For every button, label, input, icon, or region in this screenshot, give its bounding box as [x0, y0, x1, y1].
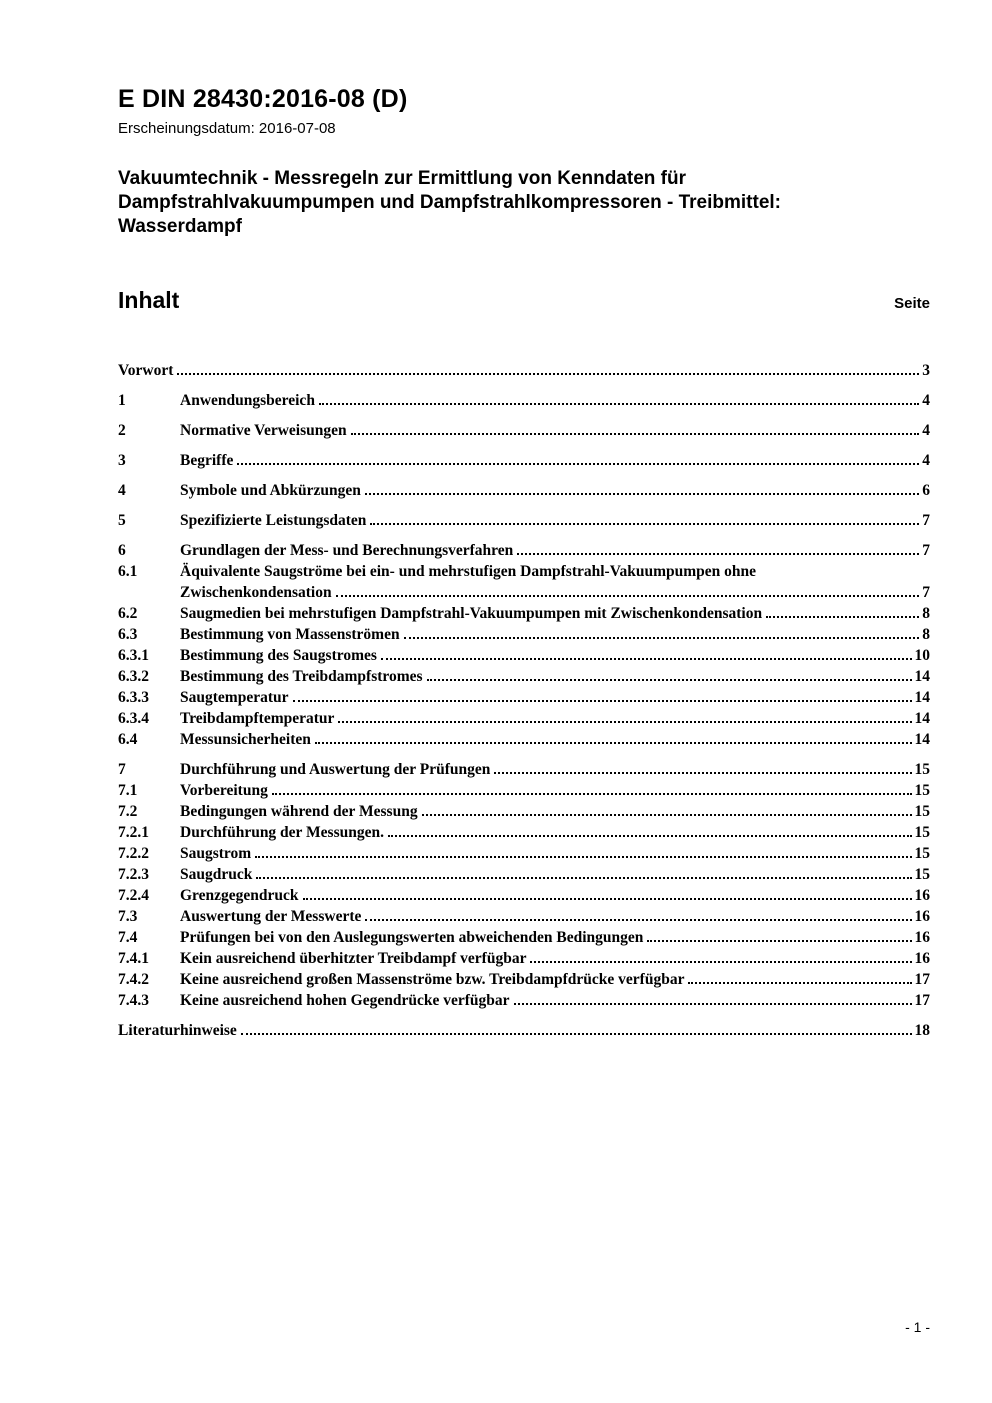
toc-entry-page: 4 [922, 421, 930, 439]
toc-entry-page: 4 [922, 451, 930, 469]
toc-entry-number: 6.3 [118, 625, 138, 643]
toc-entry [118, 480, 930, 501]
toc-dotted-leader [381, 656, 912, 660]
toc-entry-page: 16 [914, 928, 930, 946]
toc-entry-page: 17 [914, 991, 930, 1009]
toc-entry-label: Prüfungen bei von den Auslegungswerten abweichenden Bedingungen [180, 928, 644, 946]
toc-entry-number: 3 [118, 451, 126, 469]
toc-entry-number: 2 [118, 421, 126, 439]
toc-dotted-leader [365, 491, 919, 495]
toc-dotted-leader [303, 896, 912, 900]
toc-entry [118, 885, 930, 906]
toc-entry-label: Saugdruck [180, 865, 253, 883]
toc-entry-number: 1 [118, 391, 126, 409]
toc-entry-number: 7.2.4 [118, 886, 149, 904]
toc-entry-page: 7 [922, 583, 930, 601]
toc-dotted-leader [365, 917, 911, 921]
toc-entry-label: Messunsicherheiten [180, 730, 311, 748]
toc-entry-page: 14 [914, 688, 930, 706]
toc-entry-label: Spezifizierte Leistungsdaten [180, 511, 367, 529]
toc-entry-number: 7.2.1 [118, 823, 149, 841]
toc-list [118, 360, 930, 1041]
toc-entry-number: 7.2.2 [118, 844, 149, 862]
toc-entry-label: Literaturhinweise [118, 1021, 237, 1039]
toc-dotted-leader [388, 833, 912, 837]
document-title [118, 167, 930, 239]
toc-entry [118, 948, 930, 969]
toc-entry-number: 6.1 [118, 562, 138, 580]
toc-dotted-leader [336, 593, 920, 597]
toc-entry [118, 510, 930, 531]
toc-entry [118, 1020, 930, 1041]
toc-entry [118, 687, 930, 708]
toc-entry [118, 666, 930, 687]
toc-entry [118, 822, 930, 843]
toc-entry-page: 14 [914, 709, 930, 727]
toc-entry-number: 7.4.2 [118, 970, 149, 988]
toc-entry-number: 6.3.4 [118, 709, 149, 727]
toc-entry-number: 7.2.3 [118, 865, 149, 883]
toc-entry [118, 561, 930, 582]
toc-entry-page: 15 [914, 802, 930, 820]
toc-header [118, 287, 930, 314]
toc-dotted-leader [256, 875, 911, 879]
toc-entry-label: Bedingungen während der Messung [180, 802, 418, 820]
toc-entry-number: 7.2 [118, 802, 138, 820]
toc-page-column-label: Seite [894, 294, 930, 312]
toc-dotted-leader [647, 938, 911, 942]
toc-dotted-leader [338, 719, 911, 723]
toc-entry [118, 780, 930, 801]
toc-entry-page: 3 [922, 361, 930, 379]
toc-entry [118, 624, 930, 645]
toc-entry-page: 8 [922, 625, 930, 643]
toc-entry-label: Vorwort [118, 361, 174, 379]
toc-entry-number: 6.3.3 [118, 688, 149, 706]
toc-entry-page: 7 [922, 511, 930, 529]
toc-dotted-leader [255, 854, 911, 858]
toc-entry-page: 15 [914, 823, 930, 841]
toc-dotted-leader [177, 371, 919, 375]
toc-entry-label: Begriffe [180, 451, 234, 469]
toc-entry [118, 843, 930, 864]
toc-entry-page: 14 [914, 667, 930, 685]
toc-entry-label: Saugmedien bei mehrstufigen Dampfstrahl-Vakuumpumpen mit Zwischenkondensation [180, 604, 763, 622]
toc-entry [118, 729, 930, 750]
toc-entry [118, 450, 930, 471]
toc-entry-number: 6.3.2 [118, 667, 149, 685]
toc-entry-page: 15 [914, 760, 930, 778]
toc-entry-number: 4 [118, 481, 126, 499]
toc-entry-number: 6.2 [118, 604, 138, 622]
toc-entry-label: Bestimmung des Treibdampfstromes [180, 667, 423, 685]
toc-entry-label: Durchführung und Auswertung der Prüfungen [180, 760, 491, 778]
toc-entry-label: Anwendungsbereich [180, 391, 315, 409]
toc-entry-label: Bestimmung des Saugstromes [180, 646, 377, 664]
toc-entry-label: Auswertung der Messwerte [180, 907, 362, 925]
toc-entry [118, 582, 930, 603]
toc-entry [118, 603, 930, 624]
toc-entry-label: Saugstrom [180, 844, 252, 862]
toc-dotted-leader [315, 740, 912, 744]
toc-entry-label: Zwischenkondensation [180, 583, 332, 601]
toc-entry [118, 390, 930, 411]
document-title-line-2: Dampfstrahlvakuumpumpen und Dampfstrahlkompressoren - Treibmittel: [118, 191, 782, 213]
toc-dotted-leader [241, 1031, 912, 1035]
toc-dotted-leader [766, 614, 919, 618]
toc-entry-page: 7 [922, 541, 930, 559]
page-number-footer: - 1 - [905, 1319, 930, 1335]
toc-dotted-leader [494, 770, 911, 774]
toc-entry-label: Treibdampftemperatur [180, 709, 335, 727]
document-number: E DIN 28430:2016-08 (D) [118, 85, 408, 113]
toc-entry-page: 14 [914, 730, 930, 748]
toc-entry [118, 645, 930, 666]
toc-dotted-leader [517, 551, 919, 555]
toc-entry-number: 7.4.3 [118, 991, 149, 1009]
toc-entry [118, 906, 930, 927]
toc-entry [118, 864, 930, 885]
toc-dotted-leader [370, 521, 919, 525]
toc-entry-label: Bestimmung von Massenströmen [180, 625, 400, 643]
document-title-line-1: Vakuumtechnik - Messregeln zur Ermittlung von Kenndaten für [118, 167, 686, 189]
toc-entry-page: 15 [914, 781, 930, 799]
toc-entry-page: 16 [914, 907, 930, 925]
toc-dotted-leader [404, 635, 920, 639]
toc-entry-number: 7.4.1 [118, 949, 149, 967]
toc-entry-page: 6 [922, 481, 930, 499]
toc-entry-page: 4 [922, 391, 930, 409]
toc-entry-number: 7.1 [118, 781, 138, 799]
toc-dotted-leader [272, 791, 912, 795]
toc-heading: Inhalt [118, 286, 180, 313]
toc-entry-label: Äquivalente Saugströme bei ein- und mehrstufigen Dampfstrahl-Vakuumpumpen ohne [180, 562, 757, 580]
toc-entry-label: Keine ausreichend großen Massenströme bzw. Treibdampfdrücke verfügbar [180, 970, 685, 988]
toc-entry-number: 6.3.1 [118, 646, 149, 664]
toc-entry [118, 990, 930, 1011]
toc-entry-label: Symbole und Abkürzungen [180, 481, 361, 499]
toc-entry-label: Normative Verweisungen [180, 421, 347, 439]
toc-dotted-leader [351, 431, 920, 435]
toc-dotted-leader [427, 677, 912, 681]
toc-entry-page: 17 [914, 970, 930, 988]
toc-entry-label: Grenzgegendruck [180, 886, 299, 904]
toc-entry [118, 759, 930, 780]
toc-entry-label: Keine ausreichend hohen Gegendrücke verfügbar [180, 991, 510, 1009]
toc-entry-label: Vorbereitung [180, 781, 268, 799]
toc-entry-number: 6.4 [118, 730, 138, 748]
toc-dotted-leader [293, 698, 912, 702]
toc-entry-page: 10 [914, 646, 930, 664]
toc-entry-number: 5 [118, 511, 126, 529]
toc-entry-page: 16 [914, 886, 930, 904]
toc-entry [118, 927, 930, 948]
toc-entry-page: 15 [914, 844, 930, 862]
toc-entry-label: Grundlagen der Mess- und Berechnungsverfahren [180, 541, 514, 559]
toc-dotted-leader [319, 401, 919, 405]
toc-entry-number: 6 [118, 541, 126, 559]
toc-entry-label: Kein ausreichend überhitzter Treibdampf verfügbar [180, 949, 527, 967]
toc-dotted-leader [530, 959, 911, 963]
toc-entry [118, 360, 930, 381]
toc-dotted-leader [688, 980, 911, 984]
toc-dotted-leader [422, 812, 912, 816]
toc-entry-page: 18 [914, 1021, 930, 1039]
toc-entry-page: 15 [914, 865, 930, 883]
toc-dotted-leader [237, 461, 919, 465]
toc-entry [118, 708, 930, 729]
toc-entry-number: 7.3 [118, 907, 138, 925]
toc-entry-number: 7.4 [118, 928, 138, 946]
toc-entry-label: Durchführung der Messungen. [180, 823, 384, 841]
toc-entry [118, 540, 930, 561]
toc-entry-number: 7 [118, 760, 126, 778]
toc-dotted-leader [514, 1001, 912, 1005]
toc-entry [118, 969, 930, 990]
toc-entry-page: 16 [914, 949, 930, 967]
toc-entry [118, 420, 930, 441]
document-title-line-3: Wasserdampf [118, 215, 242, 237]
release-date: Erscheinungsdatum: 2016-07-08 [118, 119, 336, 137]
toc-entry-label: Saugtemperatur [180, 688, 289, 706]
toc-entry [118, 801, 930, 822]
toc-entry-page: 8 [922, 604, 930, 622]
